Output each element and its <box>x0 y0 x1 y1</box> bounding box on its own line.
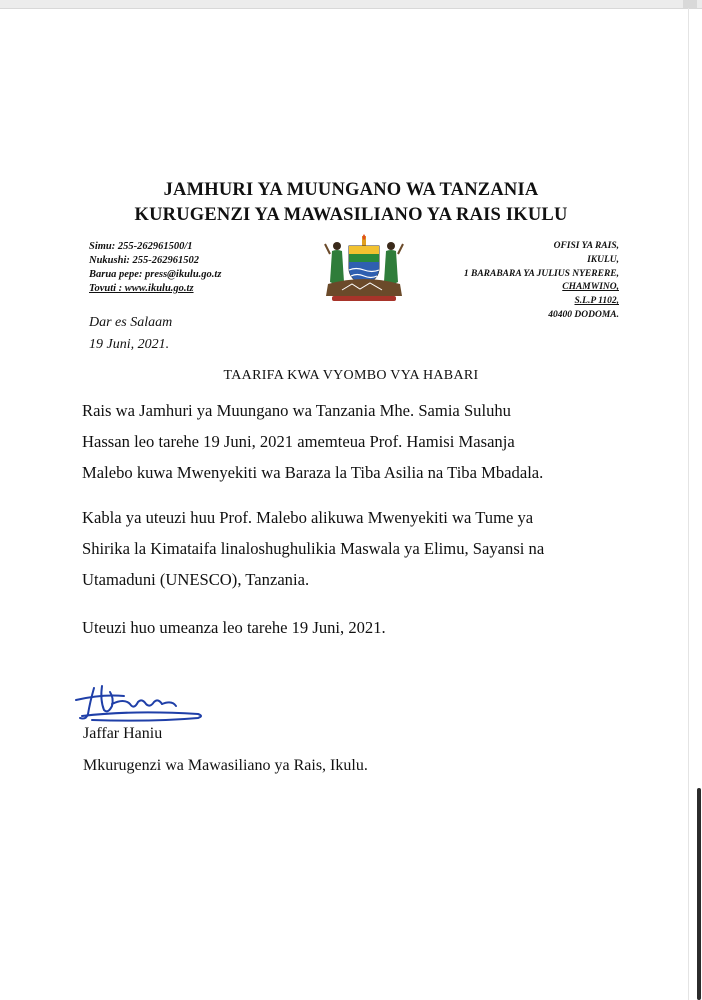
signature-icon <box>72 680 212 724</box>
fax-line: Nukushi: 255-262961502 <box>89 255 199 266</box>
paragraph-line: Kabla ya uteuzi huu Prof. Malebo alikuwa Mwenyekiti wa Tume ya <box>82 508 534 527</box>
place: Dar es Salaam <box>89 315 173 330</box>
coat-of-arms-icon <box>322 234 406 302</box>
scrollbar-thumb[interactable] <box>697 788 701 1000</box>
signer-name: Jaffar Haniu <box>83 725 163 742</box>
viewer-corner-tab <box>683 0 697 8</box>
signer-title: Mkurugenzi wa Mawasiliano ya Rais, Ikulu. <box>83 757 368 774</box>
address-line: CHAMWINO, <box>562 282 619 293</box>
paragraph-line: Rais wa Jamhuri ya Muungano wa Tanzania Mhe. Samia Suluhu <box>82 401 511 420</box>
address-line: S.L.P 1102, <box>574 296 619 307</box>
page-edge <box>688 8 689 1000</box>
paragraph-effective-date <box>82 612 642 643</box>
paragraph-line: Malebo kuwa Mwenyekiti wa Baraza la Tiba Asilia na Tiba Mbadala. <box>82 463 544 482</box>
website-line[interactable]: Tovuti : www.ikulu.go.tz <box>89 283 194 294</box>
address-line: 40400 DODOMA. <box>548 309 619 320</box>
paragraph-line: Utamaduni (UNESCO), Tanzania. <box>82 570 310 589</box>
paragraph-line: Uteuzi huo umeanza leo tarehe 19 Juni, 2021. <box>82 618 386 637</box>
address-line: IKULU, <box>587 254 619 265</box>
address-line: OFISI YA RAIS, <box>553 241 619 251</box>
header-title-line2: KURUGENZI YA MAWASILIANO YA RAIS IKULU <box>134 205 568 225</box>
paragraph-line: Hassan leo tarehe 19 Juni, 2021 amemteua Prof. Hamisi Masanja <box>82 432 515 451</box>
address-line: 1 BARABARA YA JULIUS NYERERE, <box>463 268 619 279</box>
header-title-line1: JAMHURI YA MUUNGANO WA TANZANIA <box>163 180 539 200</box>
paragraph-appointment <box>82 395 642 488</box>
date: 19 Juni, 2021. <box>89 337 170 352</box>
paragraph-background <box>82 502 642 595</box>
contact-block-right <box>464 240 619 323</box>
place-and-date <box>89 312 172 356</box>
document-heading: TAARIFA KWA VYOMBO VYA HABARI <box>223 368 479 383</box>
contact-block-left <box>89 240 221 296</box>
phone-line: Simu: 255-262961500/1 <box>89 241 193 252</box>
email-line: Barua pepe: press@ikulu.go.tz <box>89 269 222 280</box>
viewer-top-bar <box>0 0 702 9</box>
paragraph-line: Shirika la Kimataifa linaloshughulikia Maswala ya Elimu, Sayansi na <box>82 539 545 558</box>
